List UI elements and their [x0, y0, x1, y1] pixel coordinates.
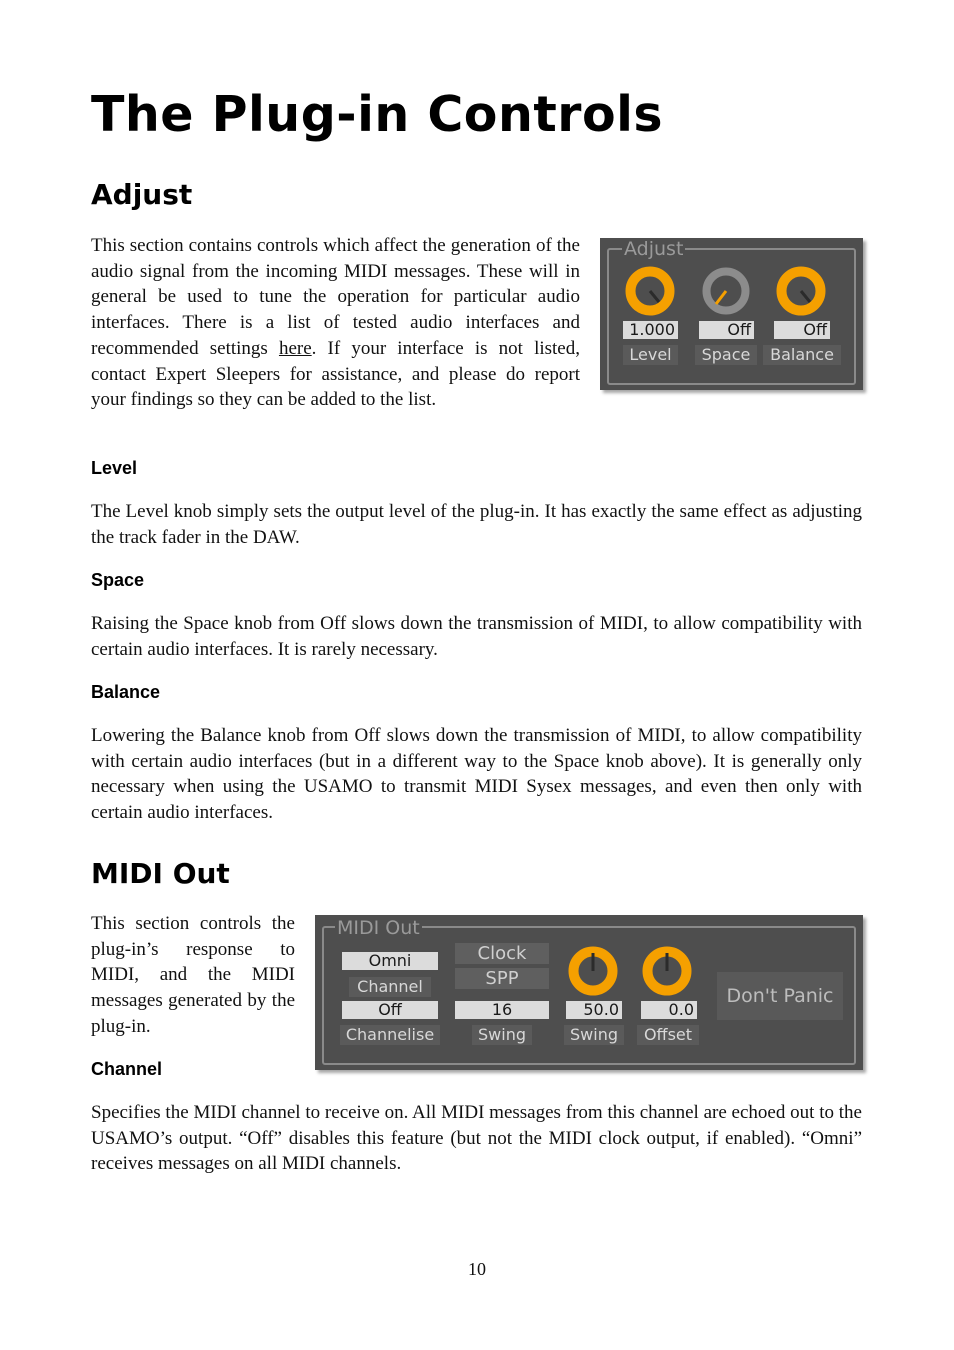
channelise-label: Channelise [340, 1025, 440, 1045]
space-label: Space [695, 345, 757, 365]
page-number: 10 [468, 1259, 486, 1279]
balance-description: Lowering the Balance knob from Off slows down the transmission of MIDI, to allow compatibility with certain audio interfaces (but in a different way to the Space knob above). It is generally only necessary when using the USAMO to transmit MIDI Sysex messages, and even then only with certain audio interfaces. [91, 725, 862, 824]
swing-steps-label: Swing [472, 1025, 532, 1045]
swing-knob-value: 50.0 [566, 1001, 622, 1019]
swing-knob-label: Swing [564, 1025, 624, 1045]
balance-value: Off [774, 321, 830, 339]
level-description: The Level knob simply sets the output level of the plug-in. It has exactly the same effect as adjusting the track fader in the DAW. [91, 501, 862, 548]
space-heading: Space [91, 570, 145, 590]
balance-knob-pointer [801, 291, 810, 302]
dont-panic-button[interactable]: Don't Panic [717, 972, 843, 1020]
channel-description: Specifies the MIDI channel to receive on. All MIDI messages from this channel are echoed out to the USAMO’s output. “Off” disables this feature (but not the MIDI clock output, if enabled). “Omni” receives messages on all MIDI channels. [91, 1102, 862, 1175]
adjust-intro-paragraph [91, 233, 580, 413]
space-description: Raising the Space knob from Off slows down the transmission of MIDI, to allow compatibility with certain audio interfaces. It is rarely necessary. [91, 613, 862, 660]
offset-knob[interactable] [640, 944, 694, 998]
swing-steps-value[interactable]: 16 [455, 1001, 549, 1019]
clock-toggle[interactable]: Clock [455, 943, 549, 964]
midi-out-panel [315, 915, 863, 1070]
level-value: 1.000 [623, 321, 678, 339]
spp-toggle[interactable]: SPP [455, 968, 549, 989]
level-label: Level [623, 345, 678, 365]
adjust-panel [600, 238, 863, 390]
balance-knob[interactable] [774, 264, 828, 318]
level-knob[interactable] [623, 264, 677, 318]
midi-out-heading: MIDI Out [91, 857, 230, 890]
adjust-intro-text-1: This section contains controls which affect the generation of the audio signal from the incoming MIDI messages. These will in general be used to tune the operation for particular audio interfaces. There is a list of tested audio interfaces and recommended settings [91, 235, 580, 359]
level-heading: Level [91, 458, 138, 478]
adjust-intro-text-2: . If your interface is not listed, contact Expert Sleepers for assistance, and please do report your findings so they can be added to the list. [91, 337, 580, 411]
channelise-value[interactable]: Off [342, 1001, 438, 1019]
balance-label: Balance [763, 345, 841, 365]
channel-label: Channel [349, 977, 431, 997]
midi-out-intro: This section controls the plug-in’s response to MIDI, and the MIDI messages generated by the plug-in. [91, 913, 295, 1037]
offset-knob-value: 0.0 [641, 1001, 697, 1019]
adjust-heading: Adjust [91, 178, 193, 211]
balance-heading: Balance [91, 682, 161, 702]
offset-knob-label: Offset [637, 1025, 699, 1045]
channel-mode-value[interactable]: Omni [342, 952, 438, 970]
swing-knob[interactable] [566, 944, 620, 998]
space-knob[interactable] [699, 264, 753, 318]
page-title: The Plug-in Controls [91, 86, 664, 143]
tested-interfaces-link[interactable]: here [278, 337, 312, 359]
adjust-group-title: Adjust [624, 238, 684, 260]
space-value: Off [699, 321, 754, 339]
level-knob-pointer [650, 291, 659, 302]
space-knob-pointer [716, 291, 726, 304]
midi-out-group-title: MIDI Out [337, 917, 420, 939]
channel-heading: Channel [91, 1059, 163, 1079]
